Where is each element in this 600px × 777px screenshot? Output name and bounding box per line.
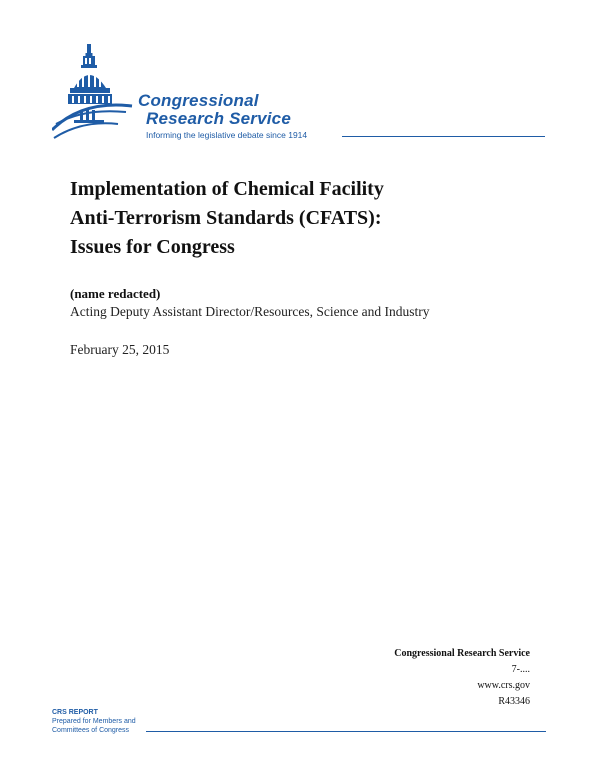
author-name: (name redacted): [70, 286, 161, 301]
title-line: Implementation of Chemical Facility: [70, 178, 384, 200]
contact-org: Congressional Research Service: [394, 648, 530, 659]
report-date: February 25, 2015: [70, 342, 170, 357]
logo-rule: [342, 136, 545, 137]
report-number: R43346: [498, 696, 530, 707]
author-title: Acting Deputy Assistant Director/Resources, Science and Industry: [70, 304, 430, 319]
footer-rule: [146, 731, 546, 732]
crs-logo: [52, 44, 552, 144]
footer-label: CRS REPORT: [52, 709, 98, 716]
logo-org-line1: Congressional: [138, 91, 259, 110]
contact-website: www.crs.gov: [477, 680, 530, 691]
footer-line2: Committees of Congress: [52, 727, 130, 734]
title-line: Anti-Terrorism Standards (CFATS):: [70, 207, 382, 229]
capitol-dome-icon: [52, 44, 142, 144]
report-title: [70, 175, 550, 262]
contact-block: [394, 646, 530, 710]
footer-line1: Prepared for Members and: [52, 718, 136, 725]
contact-phone: 7-....: [511, 664, 530, 675]
logo-org-line2: Research Service: [146, 109, 291, 128]
title-line: Issues for Congress: [70, 236, 235, 258]
footer: [52, 708, 548, 738]
logo-tagline: Informing the legislative debate since 1914: [146, 130, 308, 140]
